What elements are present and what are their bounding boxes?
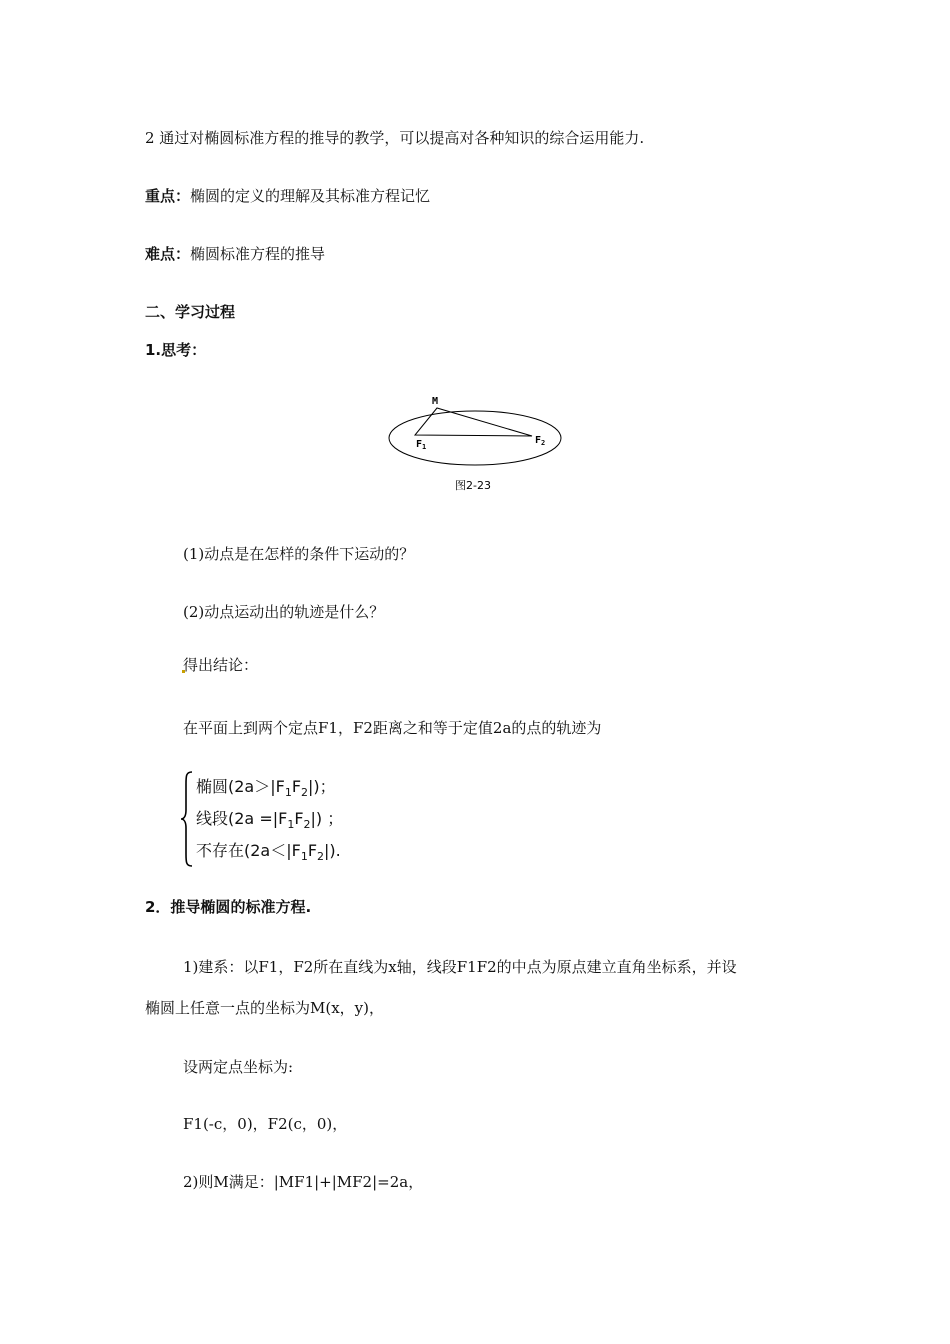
case-segment-prefix: 线段(2a =|F <box>196 809 288 828</box>
case-ellipse-sub2: 2 <box>301 786 309 800</box>
case-none-sub2: 2 <box>317 850 325 864</box>
focus1-label <box>416 439 426 451</box>
objective-item-2: 2 通过对椭圆标准方程的推导的教学，可以提高对各种知识的综合运用能力. <box>145 129 645 147</box>
case-none-sub1: 1 <box>300 850 308 864</box>
question-1: (1)动点是在怎样的条件下运动的？ <box>183 545 415 563</box>
derivation-heading: 2．推导椭圆的标准方程. <box>145 898 312 916</box>
case-ellipse-sub1: 1 <box>284 786 292 800</box>
foci-coordinates: F1(-c，0)，F2(c，0)， <box>183 1115 348 1133</box>
difficulty-label: 难点： <box>145 245 191 263</box>
case-ellipse-suffix: |)； <box>308 777 336 796</box>
case-segment-mid: F <box>294 809 304 828</box>
case-ellipse <box>196 776 336 804</box>
question-2: (2)动点运动出的轨迹是什么？ <box>183 603 385 621</box>
focus1-letter: F <box>416 439 423 450</box>
derivation-step1-line2: 椭圆上任意一点的坐标为M(x，y)， <box>145 999 384 1017</box>
key-point-line <box>145 186 430 206</box>
conclusion-text: 在平面上到两个定点F1，F2距离之和等于定值2a的点的轨迹为 <box>183 719 602 737</box>
case-segment-suffix: |) ； <box>310 809 344 828</box>
ellipse-diagram <box>385 392 565 492</box>
case-segment-sub1: 1 <box>287 818 295 832</box>
ellipse-figure <box>385 392 565 492</box>
key-point-text: 椭圆的定义的理解及其标准方程记忆 <box>190 187 431 205</box>
derivation-step2: 2)则M满足：|MF1|+|MF2|=2a， <box>183 1173 424 1191</box>
case-ellipse-mid: F <box>291 777 302 796</box>
case-none-mid: F <box>307 841 318 860</box>
case-none-prefix: 不存在(2a＜|F <box>196 841 301 860</box>
case-segment-sub2: 2 <box>303 818 311 832</box>
focus1-subscript: 1 <box>422 443 427 451</box>
cases-block <box>180 770 380 870</box>
key-point-label: 重点： <box>145 187 191 205</box>
point-m-label: M <box>432 396 439 407</box>
focus2-subscript: 2 <box>541 439 546 447</box>
focus2-label <box>535 435 545 447</box>
focal-triangle <box>415 408 532 436</box>
case-none <box>196 840 341 868</box>
conclusion-label: 得出结论： <box>183 656 259 674</box>
difficulty-line <box>145 244 325 264</box>
difficulty-text: 椭圆标准方程的推导 <box>190 245 326 263</box>
section-heading: 二、学习过程 <box>145 303 236 321</box>
focus2-letter: F <box>535 435 542 446</box>
case-none-suffix: |). <box>324 841 341 860</box>
case-segment <box>196 808 343 836</box>
figure-caption: 图2-23 <box>455 479 491 492</box>
case-ellipse-prefix: 椭圆(2a＞|F <box>196 777 285 796</box>
derivation-step1-line1: 1)建系：以F1，F2所在直线为x轴，线段F1F2的中点为原点建立直角坐标系，并设 <box>183 958 737 976</box>
foci-intro: 设两定点坐标为: <box>183 1058 294 1076</box>
think-heading: 1.思考： <box>145 341 207 359</box>
left-brace <box>180 770 194 868</box>
